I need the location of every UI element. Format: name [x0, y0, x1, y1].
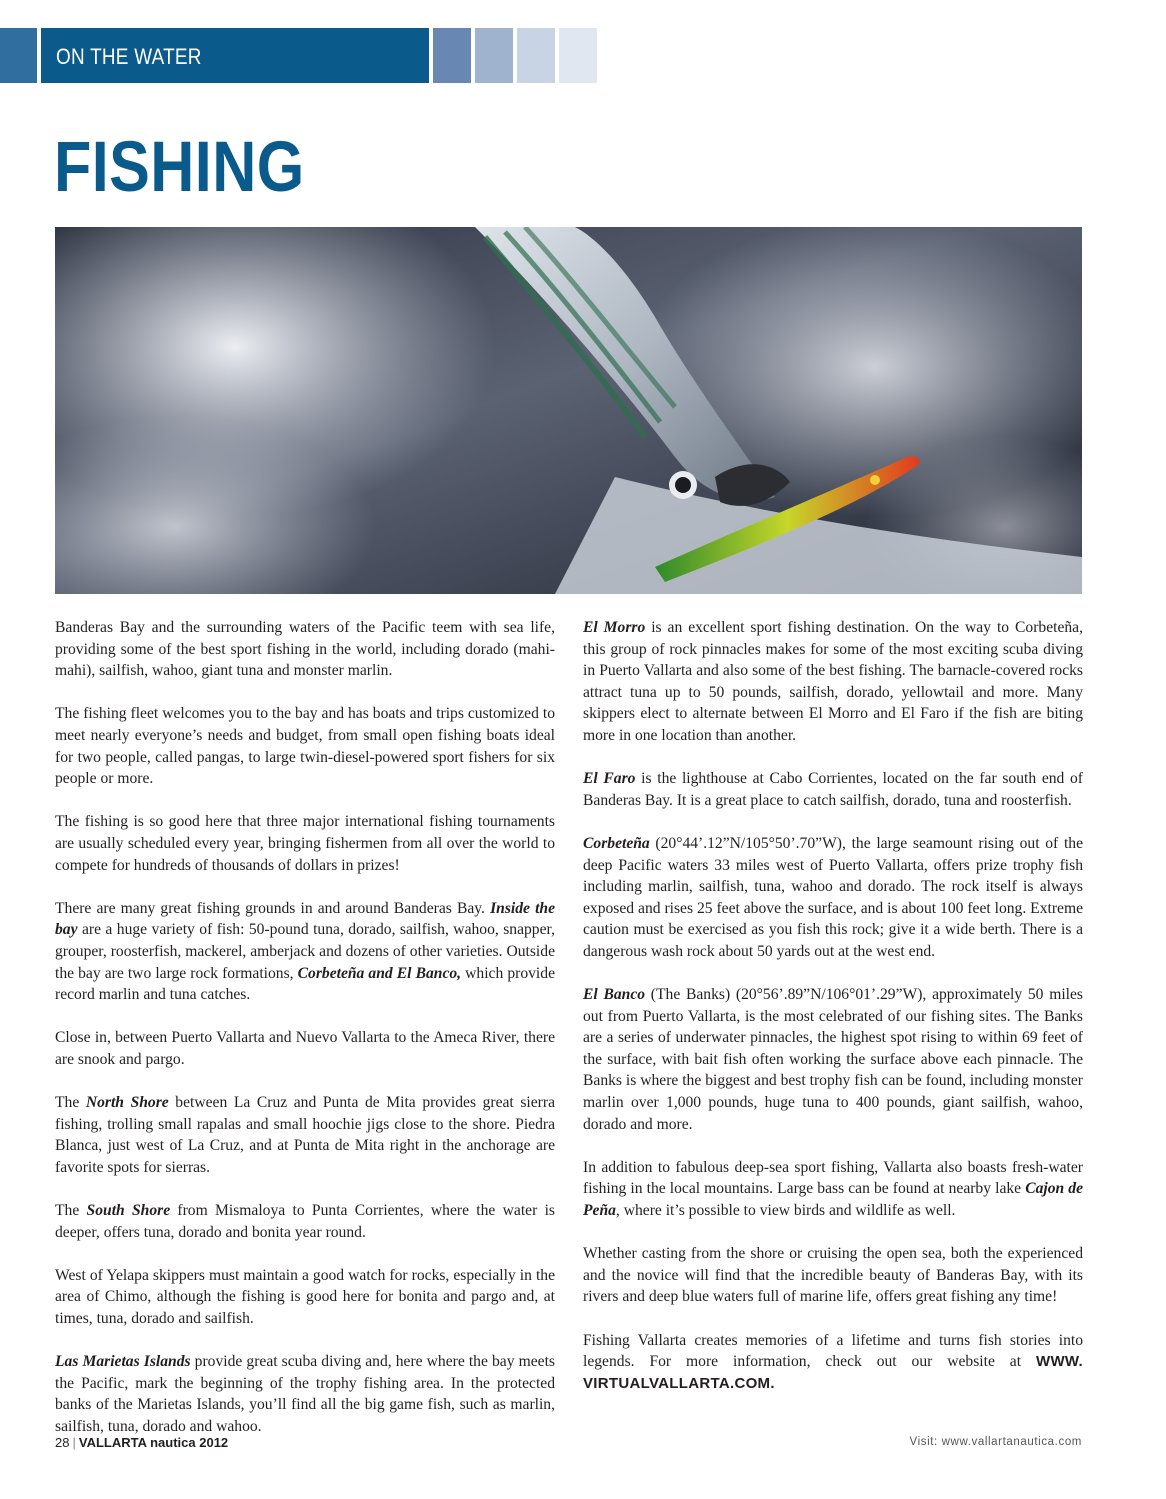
- paragraph: Corbeteña (20°44’.12”N/105°50’.70”W), the large seamount rising out of the deep Pacific waters 33 miles west of Puerto Vallarta, offers prize trophy fish including marlin, sailfish, tuna, wahoo and dorado. The rock itself is always exposed and rises 25 feet above the surface, and is about 100 feet long. Extreme caution must be exercised as you fish this rock; give it a wide berth. There is a dangerous wash rock about 50 yards out at the west end.: [583, 834, 1083, 960]
- emphasis: El Faro: [583, 770, 636, 788]
- paragraph: Fishing Vallarta creates memories of a lifetime and turns fish stories into legends. For more information, check out our website at WWW. VIRTUALVALLARTA.COM.: [583, 1331, 1083, 1392]
- website-link[interactable]: WWW. VIRTUALVALLARTA.COM.: [583, 1353, 1083, 1392]
- paragraph: The North Shore between La Cruz and Punta de Mita provides great sierra fishing, trolling small rapalas and small hoochie jigs close to the shore. Piedra Blanca, just west of La Cruz, and at Punta de Mita right in the anchorage are favorite spots for sierras.: [55, 1094, 555, 1176]
- page-title: FISHING: [54, 128, 305, 207]
- header-tab-block: [0, 28, 37, 83]
- emphasis: North Shore: [85, 1094, 169, 1112]
- header-square-3: [517, 28, 555, 83]
- header-square-1: [433, 28, 471, 83]
- left-column: [55, 617, 555, 1459]
- paragraph: The fishing fleet welcomes you to the bay and has boats and trips customized to meet nearly everyone’s needs and budget, from small open fishing boats ideal for two people, called pangas, to large twin-diesel-powered sport fishers for six people or more.: [55, 705, 555, 788]
- paragraph: The fishing is so good here that three major international fishing tournaments are usually scheduled every year, bringing fishermen from all over the world to compete for hundreds of thousands of dollars in prizes!: [55, 813, 555, 874]
- paragraph: West of Yelapa skippers must maintain a good watch for rocks, especially in the area of Chimo, although the fishing is good here for bonita and pargo and, at times, tuna, dorado and sailfish.: [55, 1266, 555, 1327]
- fish-photo: [55, 227, 1082, 594]
- right-column: [583, 617, 1083, 1416]
- paragraph: El Faro is the lighthouse at Cabo Corrientes, located on the far south end of Banderas Bay. It is a great place to catch sailfish, dorado, tuna and roosterfish.: [583, 770, 1083, 809]
- paragraph: There are many great fishing grounds in and around Banderas Bay. Inside the bay are a huge variety of fish: 50-pound tuna, dorado, sailfish, wahoo, snapper, grouper, roosterfish, mackerel, amberjack and dozens of other varieties. Outside the bay are two large rock formations, Corbeteña and El Banco, which provide record marlin and tuna catches.: [55, 899, 556, 1004]
- fish-with-lure-icon: [55, 227, 1082, 594]
- footer-visit-url[interactable]: Visit: www.vallartanautica.com: [909, 1436, 1082, 1448]
- emphasis: South Shore: [86, 1202, 171, 1220]
- paragraph: Close in, between Puerto Vallarta and Nuevo Vallarta to the Ameca River, there are snook and pargo.: [55, 1029, 555, 1068]
- paragraph: El Banco (The Banks) (20°56’.89”N/106°01’.29”W), approximately 50 miles out from Puerto Vallarta, is the most celebrated of our fishing sites. The Banks are a series of underwater pinnacles, the highest spot rising to within 69 feet of the surface, with bait fish often working the surface above each pinnacle. The Banks is where the biggest and best trophy fish can be found, including monster marlin over 1,000 pounds, huge tuna to 400 pounds, giant sailfish, wahoo, dorado and more.: [583, 986, 1083, 1133]
- footer-separator: |: [72, 1435, 76, 1450]
- paragraph: Las Marietas Islands provide great scuba diving and, here where the bay meets the Pacific, mark the beginning of the trophy fishing area. In the protected banks of the Marietas Islands, you’ll find all the big game fish, such as marlin, sailfish, tuna, dorado and wahoo.: [55, 1353, 555, 1435]
- paragraph: Banderas Bay and the surrounding waters of the Pacific teem with sea life, providing some of the best sport fishing in the world, including dorado (mahi-mahi), sailfish, wahoo, giant tuna and monster marlin.: [55, 619, 555, 680]
- header-square-2: [475, 28, 513, 83]
- emphasis: Corbeteña and El Banco,: [297, 964, 462, 982]
- emphasis: El Morro: [583, 619, 646, 636]
- emphasis: Las Marietas Islands: [55, 1353, 191, 1371]
- emphasis: Corbeteña: [583, 834, 650, 852]
- emphasis: Cajon de Peña: [583, 1180, 1083, 1220]
- emphasis: El Banco: [583, 986, 646, 1004]
- paragraph: In addition to fabulous deep-sea sport fishing, Vallarta also boasts fresh-water fishing in the local mountains. Large bass can be found at nearby lake Cajon de Peña, where it’s possible to view birds and wildlife as well.: [583, 1158, 1083, 1220]
- paragraph: El Morro is an excellent sport fishing destination. On the way to Corbeteña, this group of rock pinnacles makes for some of the most exciting scuba diving in Puerto Vallarta and also some of the best fishing. The barnacle-covered rocks attract tuna up to 50 pounds, sailfish, dorado, yellowtail and more. Many skippers elect to alternate between El Morro and El Faro if the fish are biting more in one location than another.: [583, 619, 1083, 744]
- emphasis: Inside the bay: [55, 899, 556, 939]
- footer-left: [55, 1435, 228, 1450]
- header-square-4: [559, 28, 597, 83]
- page-number: 28: [55, 1435, 70, 1450]
- paragraph: Whether casting from the shore or cruising the open sea, both the experienced and the novice will find that the incredible beauty of Banderas Bay, with its rivers and deep blue waters full of marine life, offers great fishing any time!: [583, 1245, 1083, 1306]
- magazine-name: VALLARTA nautica 2012: [78, 1435, 229, 1450]
- paragraph: The South Shore from Mismaloya to Punta Corrientes, where the water is deeper, offers tuna, dorado and bonita year round.: [55, 1202, 555, 1241]
- section-title: ON THE WATER: [56, 44, 202, 69]
